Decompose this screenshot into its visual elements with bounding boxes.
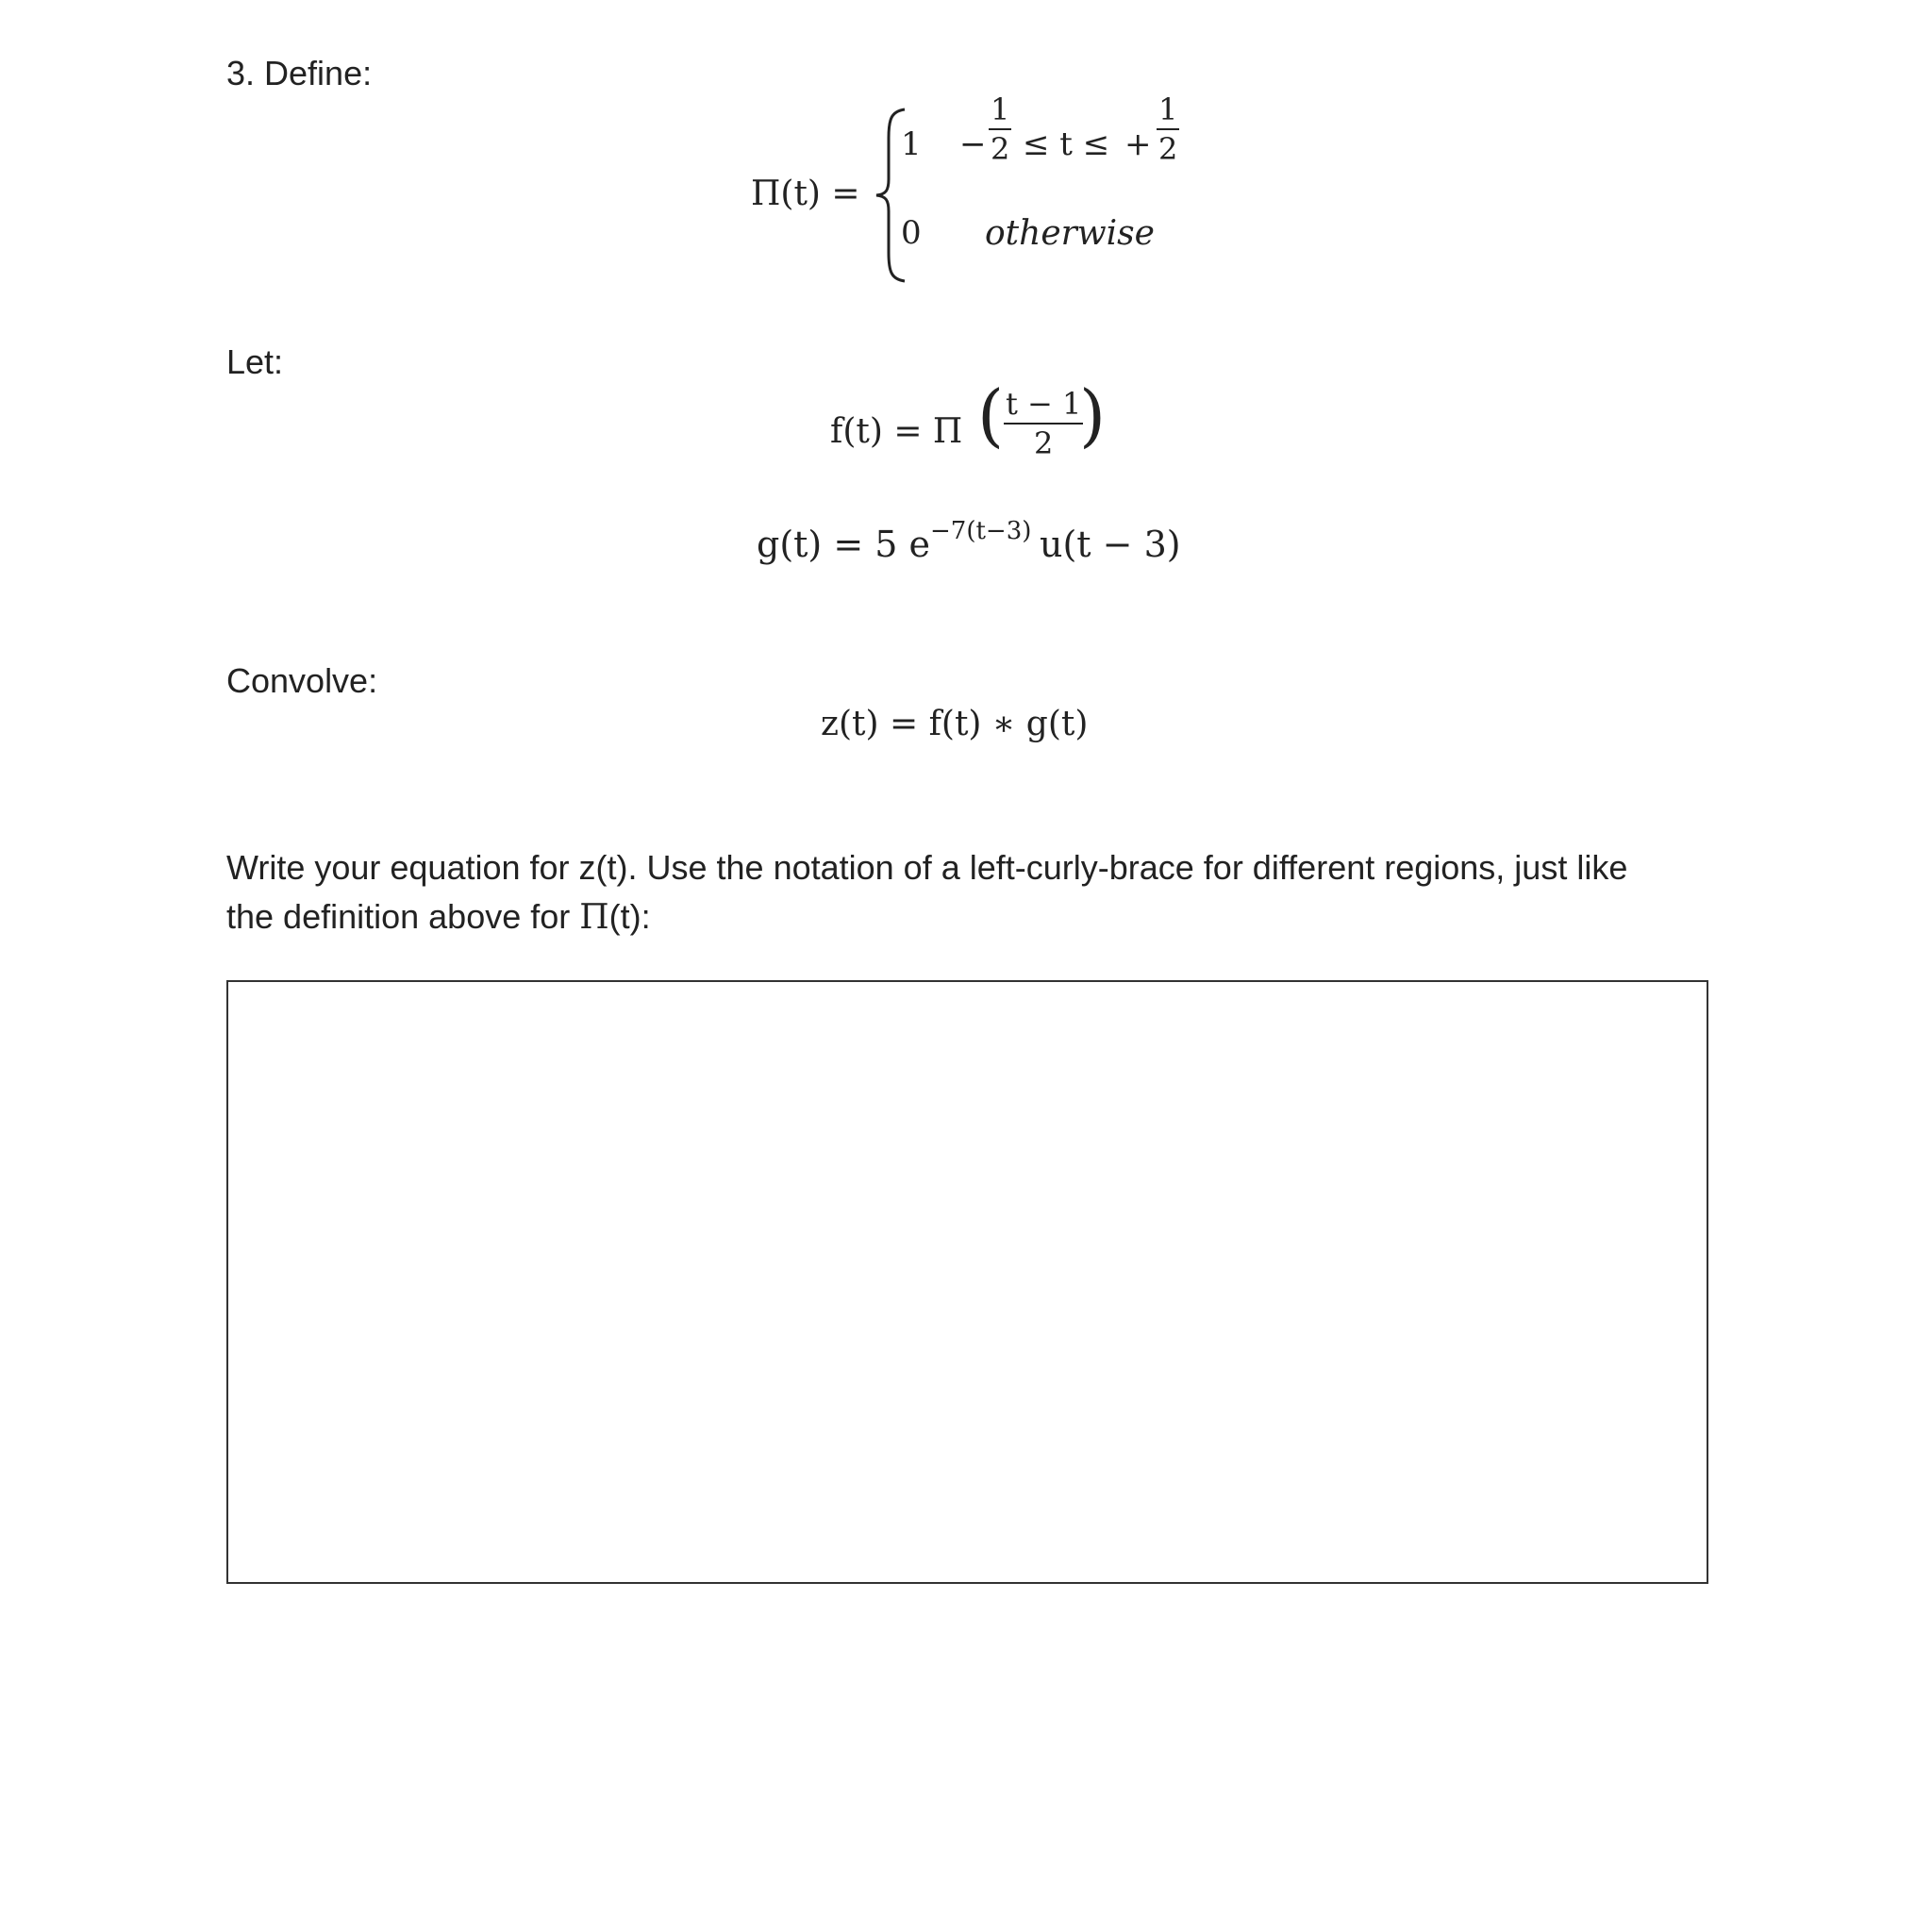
instruction-line-2-suffix: (t): <box>608 897 651 936</box>
case1-lower-fraction <box>989 92 1011 167</box>
answer-box[interactable] <box>226 980 1708 1584</box>
fraction-denominator: 2 <box>991 131 1010 167</box>
f-lhs: f(t) = Π <box>830 412 963 451</box>
fraction-denominator: 2 <box>1158 131 1178 167</box>
g-exponent: −7(t−3) <box>930 517 1032 545</box>
fraction-numerator: 1 <box>991 92 1010 127</box>
case1-inequality: ≤ t ≤ <box>1023 125 1110 163</box>
instruction-line-2-prefix: the definition above for <box>226 897 580 936</box>
left-paren-icon: ( <box>977 375 1005 455</box>
convolve-label: Convolve: <box>226 661 378 700</box>
case1-upper-fraction <box>1157 92 1179 167</box>
g-step: u(t − 3) <box>1040 524 1181 565</box>
fraction-denominator: 2 <box>1034 425 1054 461</box>
case2-condition: otherwise <box>985 214 1155 253</box>
case1-plus: + <box>1124 125 1152 163</box>
pi-lhs: Π(t) = <box>751 175 860 213</box>
instruction-paragraph <box>226 843 1717 942</box>
case2-value: 0 <box>901 214 922 252</box>
g-lhs: g(t) = 5 e <box>757 524 930 565</box>
instruction-pi-symbol: Π <box>579 898 609 937</box>
case1-value: 1 <box>901 125 922 163</box>
right-paren-icon: ) <box>1079 375 1107 455</box>
fraction-numerator: 1 <box>1158 92 1178 127</box>
case1-minus: − <box>959 125 987 163</box>
define-label: 3. Define: <box>226 54 373 92</box>
z-definition: z(t) = f(t) ∗ g(t) <box>821 705 1089 743</box>
f-fraction <box>1004 386 1083 461</box>
fraction-numerator: t − 1 <box>1006 386 1082 422</box>
instruction-line-1: Write your equation for z(t). Use the notation of a left-curly-brace for different regions, just like <box>226 848 1628 887</box>
instruction-line-2 <box>226 892 1717 942</box>
let-label: Let: <box>226 342 284 381</box>
